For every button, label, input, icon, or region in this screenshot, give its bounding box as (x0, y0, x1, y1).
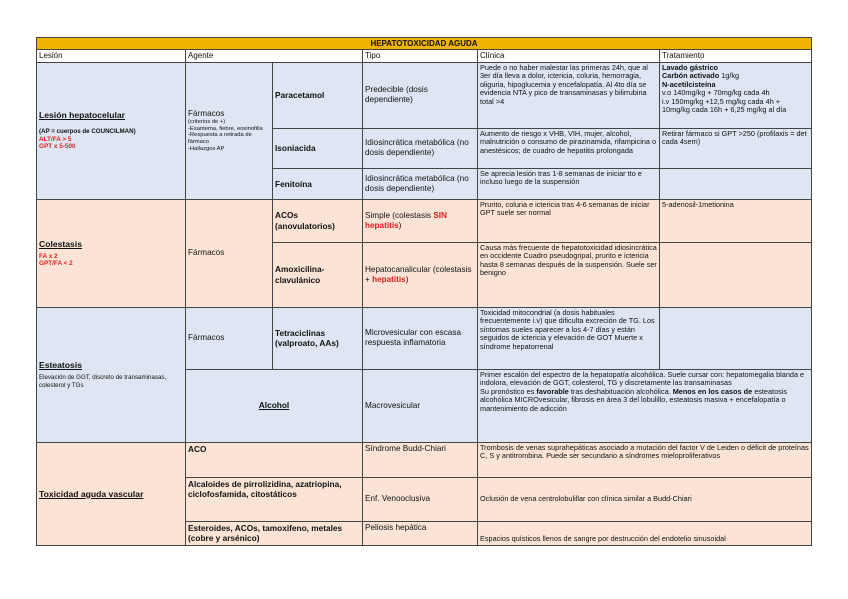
clinica-alcohol (478, 369, 812, 442)
hepatocelular-agent-cell (186, 62, 273, 199)
hepatotoxicity-table (36, 37, 812, 546)
drug-amoxi: Amoxicilina-clavulánico (273, 242, 363, 307)
clinica-isoniacida: Aumento de riesgo x VHB, VIH, mujer, alcohol, malnutrición o consumo de pirazinamida, rifampicina o anestésicos; de cuadro de hepatitis prolongada (478, 128, 660, 168)
row-acos (37, 199, 812, 242)
trat-acos: 5-adenosil-1metionina (660, 199, 812, 242)
clinica-alcohol-p1: Primer escalón del espectro de la hepatopatía alcohólica. Suele cursar con: hepatomegalia blanda e indolora, elevación de GGT, colesterol, TG y discretamente las transaminasas (480, 369, 805, 388)
drug-acos: ACOs (anovulatorios) (273, 199, 363, 242)
lesion-vascular-name: Toxicidad aguda vascular (39, 488, 144, 499)
header-row (37, 50, 812, 62)
lesion-esteatosis-cell (37, 307, 186, 442)
clinica-aco: Trombosis de venas suprahepáticas asociado a mutación del factor V de Leiden o déficit de proteínas C, S y antitrombina. Puede ser secundario a síndromes mieloproliferativos (478, 442, 812, 477)
trat-vo: v.o 140mg/kg + 70mg/kg cada 4h (662, 88, 770, 98)
esteatosis-agent-cell (186, 307, 273, 369)
trat-tetraciclinas (660, 307, 812, 369)
alcohol-p2e: esteatosis alcohólica MICROvesicular, fibrosis en área 3 del lobulillo, esteatosis masiva + encefalopatía o mantenimiento de adicción (480, 386, 788, 413)
drug-paracetamol: Paracetamol (273, 62, 363, 128)
trat-lavado: Lavado gástrico (662, 62, 718, 72)
alcohol-p2c: tras deshabituación alcohólica. (568, 386, 673, 396)
lesion-vascular-cell (37, 442, 186, 545)
tipo-isoniacida: Idiosincrática metabólica (no dosis dependiente) (363, 128, 478, 168)
hepatocelular-agent-main: Fármacos (188, 109, 225, 119)
alcohol-p2d: Menos en los casos de (672, 386, 753, 396)
header-tipo: Tipo (363, 50, 478, 62)
trat-paracetamol (660, 62, 812, 128)
drug-alcohol: Alcohol (258, 400, 290, 411)
clinica-alcaloides: Oclusión de vena centrolobulillar con clínica similar a Budd-Chiari (478, 477, 812, 521)
clinica-amoxi: Causa más frecuente de hepatotoxicidad idiosincrática en occidente Cuadro pseudogripal, prurito e ictericia hasta 8 semanas después de la suspensión. Suele ser benigno (478, 242, 660, 307)
agent-criterion-1: -Exantema, fiebre, eosinofilia (188, 125, 263, 132)
clinica-esteroides: Espacios quísticos llenos de sangre por destrucción del endotelio sinusoidal (478, 521, 812, 545)
tipo-acos-pre: Simple (colestasis (365, 210, 434, 220)
tipo-paracetamol: Predecible (dosis dependiente) (363, 62, 478, 128)
header-lesion: Lesión (37, 50, 186, 62)
trat-amoxi (660, 242, 812, 307)
table-title: HEPATOTOXICIDAD AGUDA (37, 38, 812, 50)
hepatocelular-red2: GPT x 5-500 (39, 143, 76, 151)
lesion-hepatocelular-cell (37, 62, 186, 199)
lesion-hepatocelular-name: Lesión hepatocelular (39, 110, 125, 121)
hepatocelular-red1: ALT/FA > 5 (39, 135, 72, 143)
tipo-aco: Síndrome Budd-Chiari (363, 442, 478, 477)
clinica-fenitoina: Se aprecia lesión tras 1-8 semanas de iniciar tto e incluso luego de la suspensión (478, 168, 660, 199)
tipo-alcaloides: Enf. Venooclusiva (363, 477, 478, 521)
hepatocelular-note: (AP = cuerpos de COUNCILMAN) (39, 128, 136, 136)
esteatosis-agent: Fármacos (188, 333, 225, 343)
tipo-acos (363, 199, 478, 242)
colestasis-red1: FA x 2 (39, 252, 58, 260)
trat-carbon-bold: Carbón activado (662, 71, 720, 81)
clinica-tetraciclinas: Toxicidad mitocondrial (a dosis habituales frecuentemente i.v) que dificulta excreción de TG. Los síntomas sueles aparecer a los 4-7 días y están seguidos de ictericia y elevación de GOT Muerte x síndrome hepatorrenal (478, 307, 660, 369)
row-paracetamol (37, 62, 812, 128)
agent-criterion-3: -Hallazgos AP (188, 145, 225, 152)
header-agente: Agente (186, 50, 363, 62)
agent-criterion-2: -Respuesta a retirada de fármaco (188, 132, 252, 145)
colestasis-red2: GPT/FA < 2 (39, 260, 73, 268)
alcohol-p2a: Su pronóstico es (480, 386, 537, 396)
row-aco-vascular (37, 442, 812, 477)
trat-nac: N-acetilcisteína (662, 79, 716, 89)
tipo-esteroides: Peliosis hepática (363, 521, 478, 545)
agent-esteroides: Esteroides, ACOs, tamoxifeno, metales (cobre y arsénico) (186, 521, 363, 545)
header-tratamiento: Tratamiento (660, 50, 812, 62)
drug-isoniacida: Isoniacida (273, 128, 363, 168)
lesion-esteatosis-name: Esteatosis (39, 360, 82, 371)
lesion-colestasis-cell (37, 199, 186, 307)
agent-criteria: (criterios de +) (188, 118, 226, 125)
agent-aco: ACO (186, 442, 363, 477)
title-row (37, 38, 812, 50)
clinica-paracetamol: Puede o no haber malestar las primeras 24h, que al 3er día lleva a dolor, ictericia, coluria, hemorragia, oliguria, hipoglucemia y encefalopatía. Al 4to día se evidencia NTA y pico de transaminasas y bilirrubina total >4 (478, 62, 660, 128)
clinica-acos: Prurito, coluria e ictericia tras 4-6 semanas de iniciar GPT suele ser normal (478, 199, 660, 242)
trat-isoniacida: Retirar fármaco si GPT >250 (profilaxis = det cada 4sem) (660, 128, 812, 168)
esteatosis-note: Elevación de GGT, discreto de transaminasas, colesterol y TGs (39, 374, 167, 389)
clinica-alcohol-p2 (480, 388, 809, 414)
tipo-acos-red: SIN hepatitis (365, 210, 447, 230)
tipo-amoxi-post: ) (405, 274, 409, 284)
drug-tetraciclinas: Tetraciclinas (valproato, AAs) (273, 307, 363, 369)
header-clinica: Clínica (478, 50, 660, 62)
agent-alcaloides: Alcaloides de pirrolizidina, azatriopina, ciclofosfamida, citostáticos (186, 477, 363, 521)
colestasis-agent-cell (186, 199, 273, 307)
trat-carbon-dose: 1g/kg (719, 71, 740, 81)
tipo-alcohol: Macrovesicular (363, 369, 478, 442)
tipo-tetraciclinas: Microvesicular con escasa respuesta inflamatoria (363, 307, 478, 369)
drug-fenitoina: Fenitoína (273, 168, 363, 199)
tipo-amoxi-red: hepatitis (372, 274, 406, 284)
drug-alcohol-cell (186, 369, 363, 442)
tipo-amoxi-pre: Hepatocanalicular (colestasis + (365, 264, 472, 284)
trat-iv: i.v 150mg/kg +12,5 mg/kg cada 4h + 10mg/kg cada 16h + 6,25 mg/kg al día (662, 96, 787, 115)
row-tetraciclinas (37, 307, 812, 369)
alcohol-p2b: favorable (536, 386, 569, 396)
trat-fenitoina (660, 168, 812, 199)
lesion-colestasis-name: Colestasis (39, 238, 82, 249)
colestasis-agent: Fármacos (188, 248, 225, 258)
tipo-acos-post: ) (398, 220, 402, 230)
tipo-fenitoina: Idiosincrática metabólica (no dosis dependiente) (363, 168, 478, 199)
tipo-amoxi (363, 242, 478, 307)
